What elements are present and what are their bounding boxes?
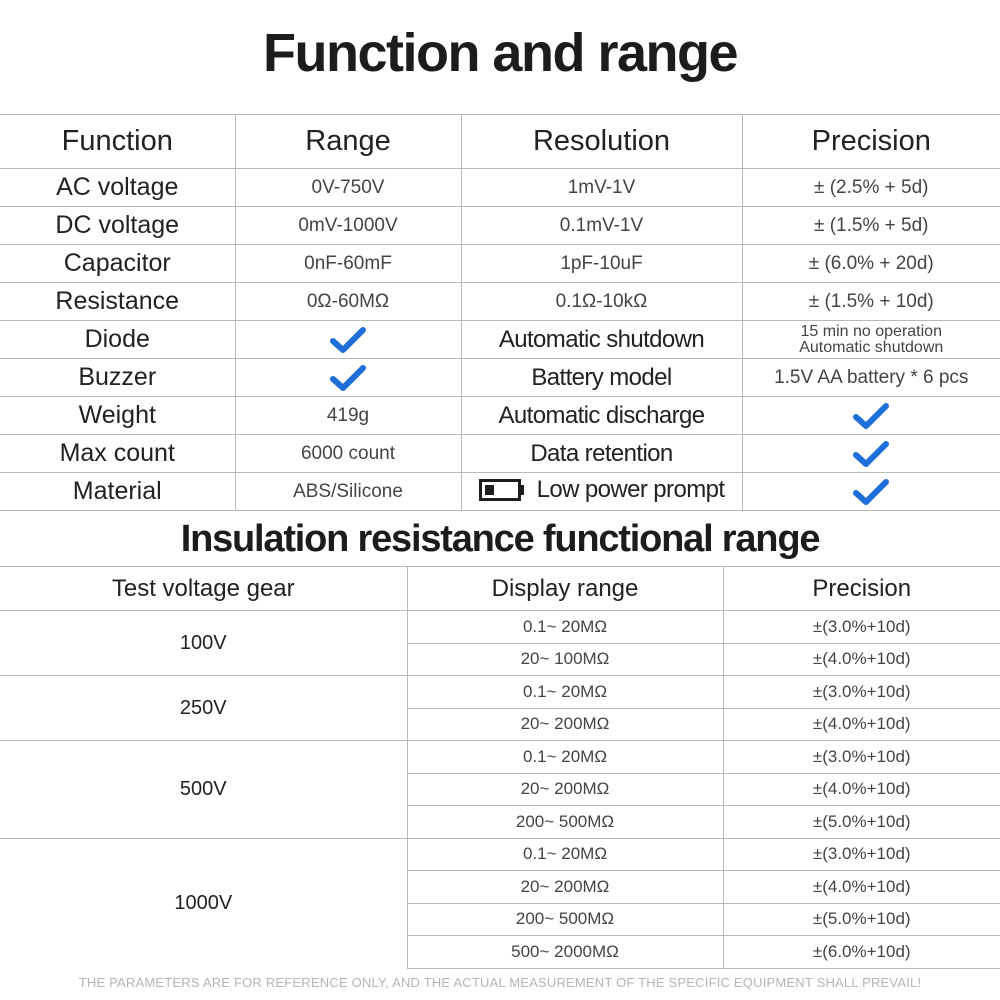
resolution-value: 0.1Ω-10kΩ xyxy=(461,283,742,321)
feature-label: Low power prompt xyxy=(536,475,725,503)
table-row xyxy=(0,741,1000,774)
function-name: AC voltage xyxy=(0,169,235,207)
feature-value xyxy=(742,321,1000,359)
range-value: 0nF-60mF xyxy=(235,245,461,283)
section-subtitle: Insulation resistance functional range xyxy=(180,518,820,560)
precision-value: ±(4.0%+10d) xyxy=(723,773,1000,806)
low-power-label-wrap xyxy=(479,476,725,504)
shutdown-text-line1: 15 min no operation xyxy=(800,322,942,340)
precision-value: ±(6.0%+10d) xyxy=(723,936,1000,969)
table-row xyxy=(0,676,1000,709)
feature-value: ABS/Silicone xyxy=(235,473,461,511)
feature-value: 419g xyxy=(235,397,461,435)
voltage-gear: 500V xyxy=(0,741,407,839)
precision-value: ±(3.0%+10d) xyxy=(723,676,1000,709)
function-range-table xyxy=(0,114,1000,511)
low-battery-icon xyxy=(479,479,525,501)
feature-value: 6000 count xyxy=(235,435,461,473)
header-precision: Precision xyxy=(723,567,1000,611)
feature-label: Diode xyxy=(0,321,235,359)
feature-value xyxy=(235,321,461,359)
table-row xyxy=(0,207,1000,245)
function-name: Capacitor xyxy=(0,245,235,283)
display-range: 0.1~ 20MΩ xyxy=(407,676,723,709)
table-row xyxy=(0,169,1000,207)
table-header-row xyxy=(0,567,1000,611)
checkmark-icon xyxy=(330,326,366,354)
display-range: 20~ 100MΩ xyxy=(407,643,723,676)
precision-value: ±(3.0%+10d) xyxy=(723,741,1000,774)
precision-value: ± (1.5% + 10d) xyxy=(742,283,1000,321)
precision-value: ± (2.5% + 5d) xyxy=(742,169,1000,207)
table-row xyxy=(0,283,1000,321)
precision-value: ±(5.0%+10d) xyxy=(723,806,1000,839)
display-range: 200~ 500MΩ xyxy=(407,806,723,839)
range-value: 0Ω-60MΩ xyxy=(235,283,461,321)
precision-value: ±(4.0%+10d) xyxy=(723,871,1000,904)
precision-value: ±(4.0%+10d) xyxy=(723,708,1000,741)
resolution-value: 1pF-10uF xyxy=(461,245,742,283)
precision-value: ±(3.0%+10d) xyxy=(723,838,1000,871)
resolution-value: 1mV-1V xyxy=(461,169,742,207)
table-row xyxy=(0,397,1000,435)
disclaimer-footer: THE PARAMETERS ARE FOR REFERENCE ONLY, AND THE ACTUAL MEASUREMENT OF THE SPECIFIC EQUIPMENT SHALL PREVAIL! xyxy=(78,975,922,990)
display-range: 500~ 2000MΩ xyxy=(407,936,723,969)
feature-label: Automatic discharge xyxy=(461,397,742,435)
feature-value xyxy=(742,473,1000,511)
table-row xyxy=(0,838,1000,871)
checkmark-icon xyxy=(330,364,366,392)
header-test-voltage-gear: Test voltage gear xyxy=(0,567,407,611)
feature-label: Max count xyxy=(0,435,235,473)
feature-value: 1.5V AA battery * 6 pcs xyxy=(742,359,1000,397)
display-range: 20~ 200MΩ xyxy=(407,871,723,904)
table-row xyxy=(0,321,1000,359)
table-header-row xyxy=(0,115,1000,169)
header-display-range: Display range xyxy=(407,567,723,611)
shutdown-text-line2: Automatic shutdown xyxy=(799,338,944,356)
feature-label: Automatic shutdown xyxy=(461,321,742,359)
precision-value: ±(4.0%+10d) xyxy=(723,643,1000,676)
feature-value xyxy=(742,397,1000,435)
header-range: Range xyxy=(235,115,461,169)
precision-value: ±(3.0%+10d) xyxy=(723,611,1000,644)
voltage-gear: 100V xyxy=(0,611,407,676)
feature-value xyxy=(742,435,1000,473)
header-resolution: Resolution xyxy=(461,115,742,169)
function-name: DC voltage xyxy=(0,207,235,245)
display-range: 20~ 200MΩ xyxy=(407,773,723,806)
precision-value: ± (1.5% + 5d) xyxy=(742,207,1000,245)
feature-label: Battery model xyxy=(461,359,742,397)
table-row xyxy=(0,435,1000,473)
display-range: 0.1~ 20MΩ xyxy=(407,838,723,871)
feature-label: Material xyxy=(0,473,235,511)
checkmark-icon xyxy=(853,478,889,506)
header-function: Function xyxy=(0,115,235,169)
checkmark-icon xyxy=(853,402,889,430)
feature-label-cell xyxy=(461,473,742,511)
display-range: 20~ 200MΩ xyxy=(407,708,723,741)
feature-value xyxy=(235,359,461,397)
voltage-gear: 250V xyxy=(0,676,407,741)
display-range: 0.1~ 20MΩ xyxy=(407,741,723,774)
function-name: Resistance xyxy=(0,283,235,321)
feature-label: Buzzer xyxy=(0,359,235,397)
insulation-range-table xyxy=(0,566,1000,969)
feature-label: Weight xyxy=(0,397,235,435)
table-row xyxy=(0,245,1000,283)
feature-label: Data retention xyxy=(461,435,742,473)
precision-value: ±(5.0%+10d) xyxy=(723,903,1000,936)
table-row xyxy=(0,611,1000,644)
precision-value: ± (6.0% + 20d) xyxy=(742,245,1000,283)
table-row xyxy=(0,359,1000,397)
display-range: 200~ 500MΩ xyxy=(407,903,723,936)
page-title: Function and range xyxy=(262,23,737,83)
range-value: 0V-750V xyxy=(235,169,461,207)
range-value: 0mV-1000V xyxy=(235,207,461,245)
header-precision: Precision xyxy=(742,115,1000,169)
resolution-value: 0.1mV-1V xyxy=(461,207,742,245)
voltage-gear: 1000V xyxy=(0,838,407,968)
display-range: 0.1~ 20MΩ xyxy=(407,611,723,644)
table-row xyxy=(0,473,1000,511)
checkmark-icon xyxy=(853,440,889,468)
